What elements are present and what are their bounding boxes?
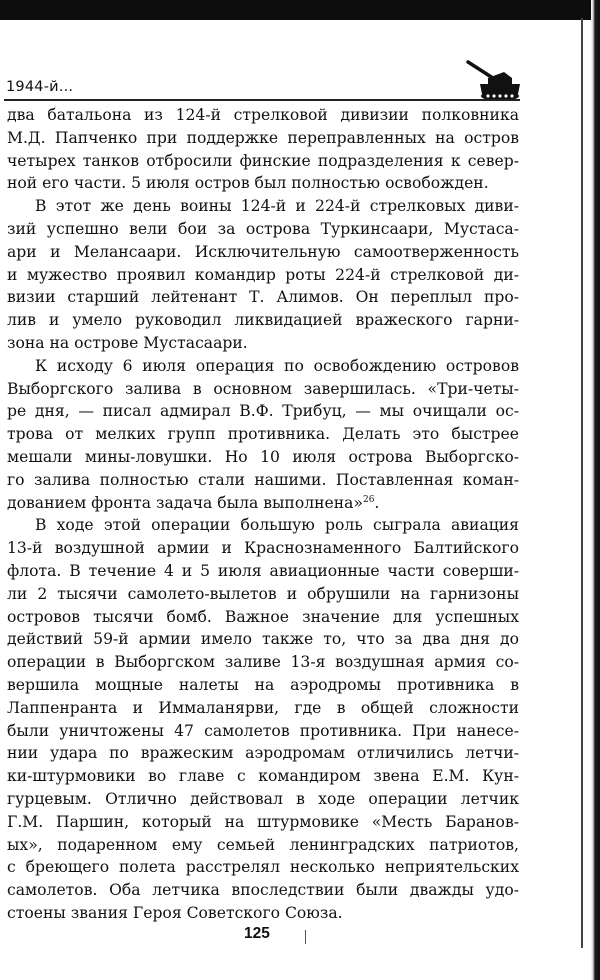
- text-line: [7, 514, 519, 537]
- text-line: [7, 264, 519, 287]
- line-text: ли 2 тысячи самолето-вылетов и обрушили на гарнизоны: [7, 584, 519, 603]
- text-line: [7, 286, 519, 309]
- line-text: действий 59-й армии имело также то, что за два дня до: [7, 630, 519, 649]
- line-text: ари и Мелансаари. Исключительную самоотверженность: [7, 242, 519, 261]
- text-line: [7, 195, 519, 218]
- line-text: стоены звания Героя Советского Союза.: [7, 903, 343, 922]
- text-line: [7, 127, 519, 150]
- text-line: [7, 400, 519, 423]
- line-text: го залива полностью стали нашими. Поставленная коман-: [7, 470, 519, 489]
- line-text: Г.М. Паршин, который на штурмовике «Месть Баранов-: [7, 812, 519, 831]
- text-line: [7, 697, 519, 720]
- body-text: [7, 104, 519, 925]
- text-line: [7, 651, 519, 674]
- header-rule: [4, 99, 520, 101]
- line-text: Лаппенранта и Иммаланярви, где в общей сложности: [7, 698, 519, 717]
- line-text: трова от мелких групп противника. Делать это быстрее: [7, 425, 519, 444]
- line-text: лив и умело руководил ликвидацией вражеского гарни-: [7, 311, 519, 330]
- text-line: [7, 856, 519, 879]
- text-line: [7, 378, 519, 401]
- text-line: [7, 309, 519, 332]
- text-line: [7, 241, 519, 264]
- line-punct: .: [374, 493, 380, 512]
- line-text: с бреющего полета расстрелял несколько неприятельских: [7, 858, 519, 877]
- text-line: [7, 150, 519, 173]
- text-line: [7, 492, 519, 515]
- text-line: [7, 104, 519, 127]
- line-text: мешали мины-ловушки. Но 10 июля острова Выборгско-: [7, 447, 519, 466]
- line-text: 13-й воздушной армии и Краснознаменного Балтийского: [7, 539, 519, 558]
- text-line: [7, 537, 519, 560]
- text-line: [7, 606, 519, 629]
- text-line: [7, 332, 519, 355]
- line-text: ре дня, — писал адмирал В.Ф. Трибуц, — мы очищали ос-: [7, 402, 519, 421]
- line-text: Выборгского залива в основном завершилась. «Три-четы-: [7, 379, 519, 398]
- right-scan-edge: [591, 0, 600, 980]
- line-text: зона на острове Мустасаари.: [7, 333, 248, 352]
- text-line: [7, 902, 519, 925]
- top-scan-border: [0, 0, 600, 20]
- text-line: [7, 172, 519, 195]
- line-text: нии удара по вражеским аэродромам отличились летчи-: [7, 744, 519, 763]
- text-line: [7, 834, 519, 857]
- line-text: К исходу 6 июля операция по освобождению островов: [35, 356, 519, 375]
- line-text: два батальона из 124-й стрелковой дивизии полковника: [7, 106, 519, 124]
- text-line: [7, 720, 519, 743]
- line-text: операции в Выборгском заливе 13-я воздушная армия со-: [7, 653, 519, 672]
- line-text: В ходе этой операции большую роль сыграла авиация: [35, 516, 519, 535]
- line-text: ых», подаренном ему семьей ленинградских патриотов,: [7, 835, 519, 854]
- text-line: [7, 583, 519, 606]
- text-line: [7, 469, 519, 492]
- tank-icon: [462, 56, 522, 102]
- text-line: [7, 446, 519, 469]
- page-fold-line: [581, 18, 583, 948]
- page-number: 125: [244, 925, 270, 942]
- line-text: и мужество проявил командир роты 224-й стрелковой ди-: [7, 265, 519, 284]
- line-text: были уничтожены 47 самолетов противника. При нанесе-: [7, 721, 519, 740]
- line-text: ки-штурмовики во главе с командиром звена Е.М. Кун-: [7, 767, 519, 786]
- scan-mark: [305, 930, 306, 944]
- text-line: [7, 218, 519, 241]
- text-line: [7, 811, 519, 834]
- text-line: [7, 674, 519, 697]
- footnote-ref: 26: [362, 494, 375, 505]
- text-line: [7, 628, 519, 651]
- line-text: флота. В течение 4 и 5 июля авиационные части соверши-: [7, 561, 519, 580]
- text-line: [7, 879, 519, 902]
- line-text: островов тысячи бомб. Важное значение для успешных: [7, 607, 519, 626]
- running-title: 1944-й...: [6, 79, 74, 95]
- text-line: [7, 423, 519, 446]
- line-text: самолетов. Оба летчика впоследствии были дважды удо-: [7, 881, 519, 900]
- line-text: четырех танков отбросили финские подразделения к север-: [7, 151, 519, 170]
- text-line: [7, 765, 519, 788]
- text-line: [7, 355, 519, 378]
- text-line: [7, 742, 519, 765]
- line-text: визии старший лейтенант Т. Алимов. Он переплыл про-: [7, 288, 519, 307]
- line-text: зий успешно вели бои за острова Туркинсаари, Мустаса-: [7, 219, 519, 238]
- line-text: дованием фронта задача была выполнена»: [7, 493, 363, 512]
- line-text: В этот же день воины 124-й и 224-й стрелковых диви-: [35, 197, 519, 216]
- line-text: вершила мощные налеты на аэродромы противника в: [7, 675, 519, 694]
- text-line: [7, 560, 519, 583]
- line-text: ной его части. 5 июля остров был полностью освобожден.: [7, 174, 489, 193]
- line-text: М.Д. Папченко при поддержке переправленных на остров: [7, 128, 519, 147]
- text-line: [7, 788, 519, 811]
- line-text: гурцевым. Отлично действовал в ходе операции летчик: [7, 789, 519, 808]
